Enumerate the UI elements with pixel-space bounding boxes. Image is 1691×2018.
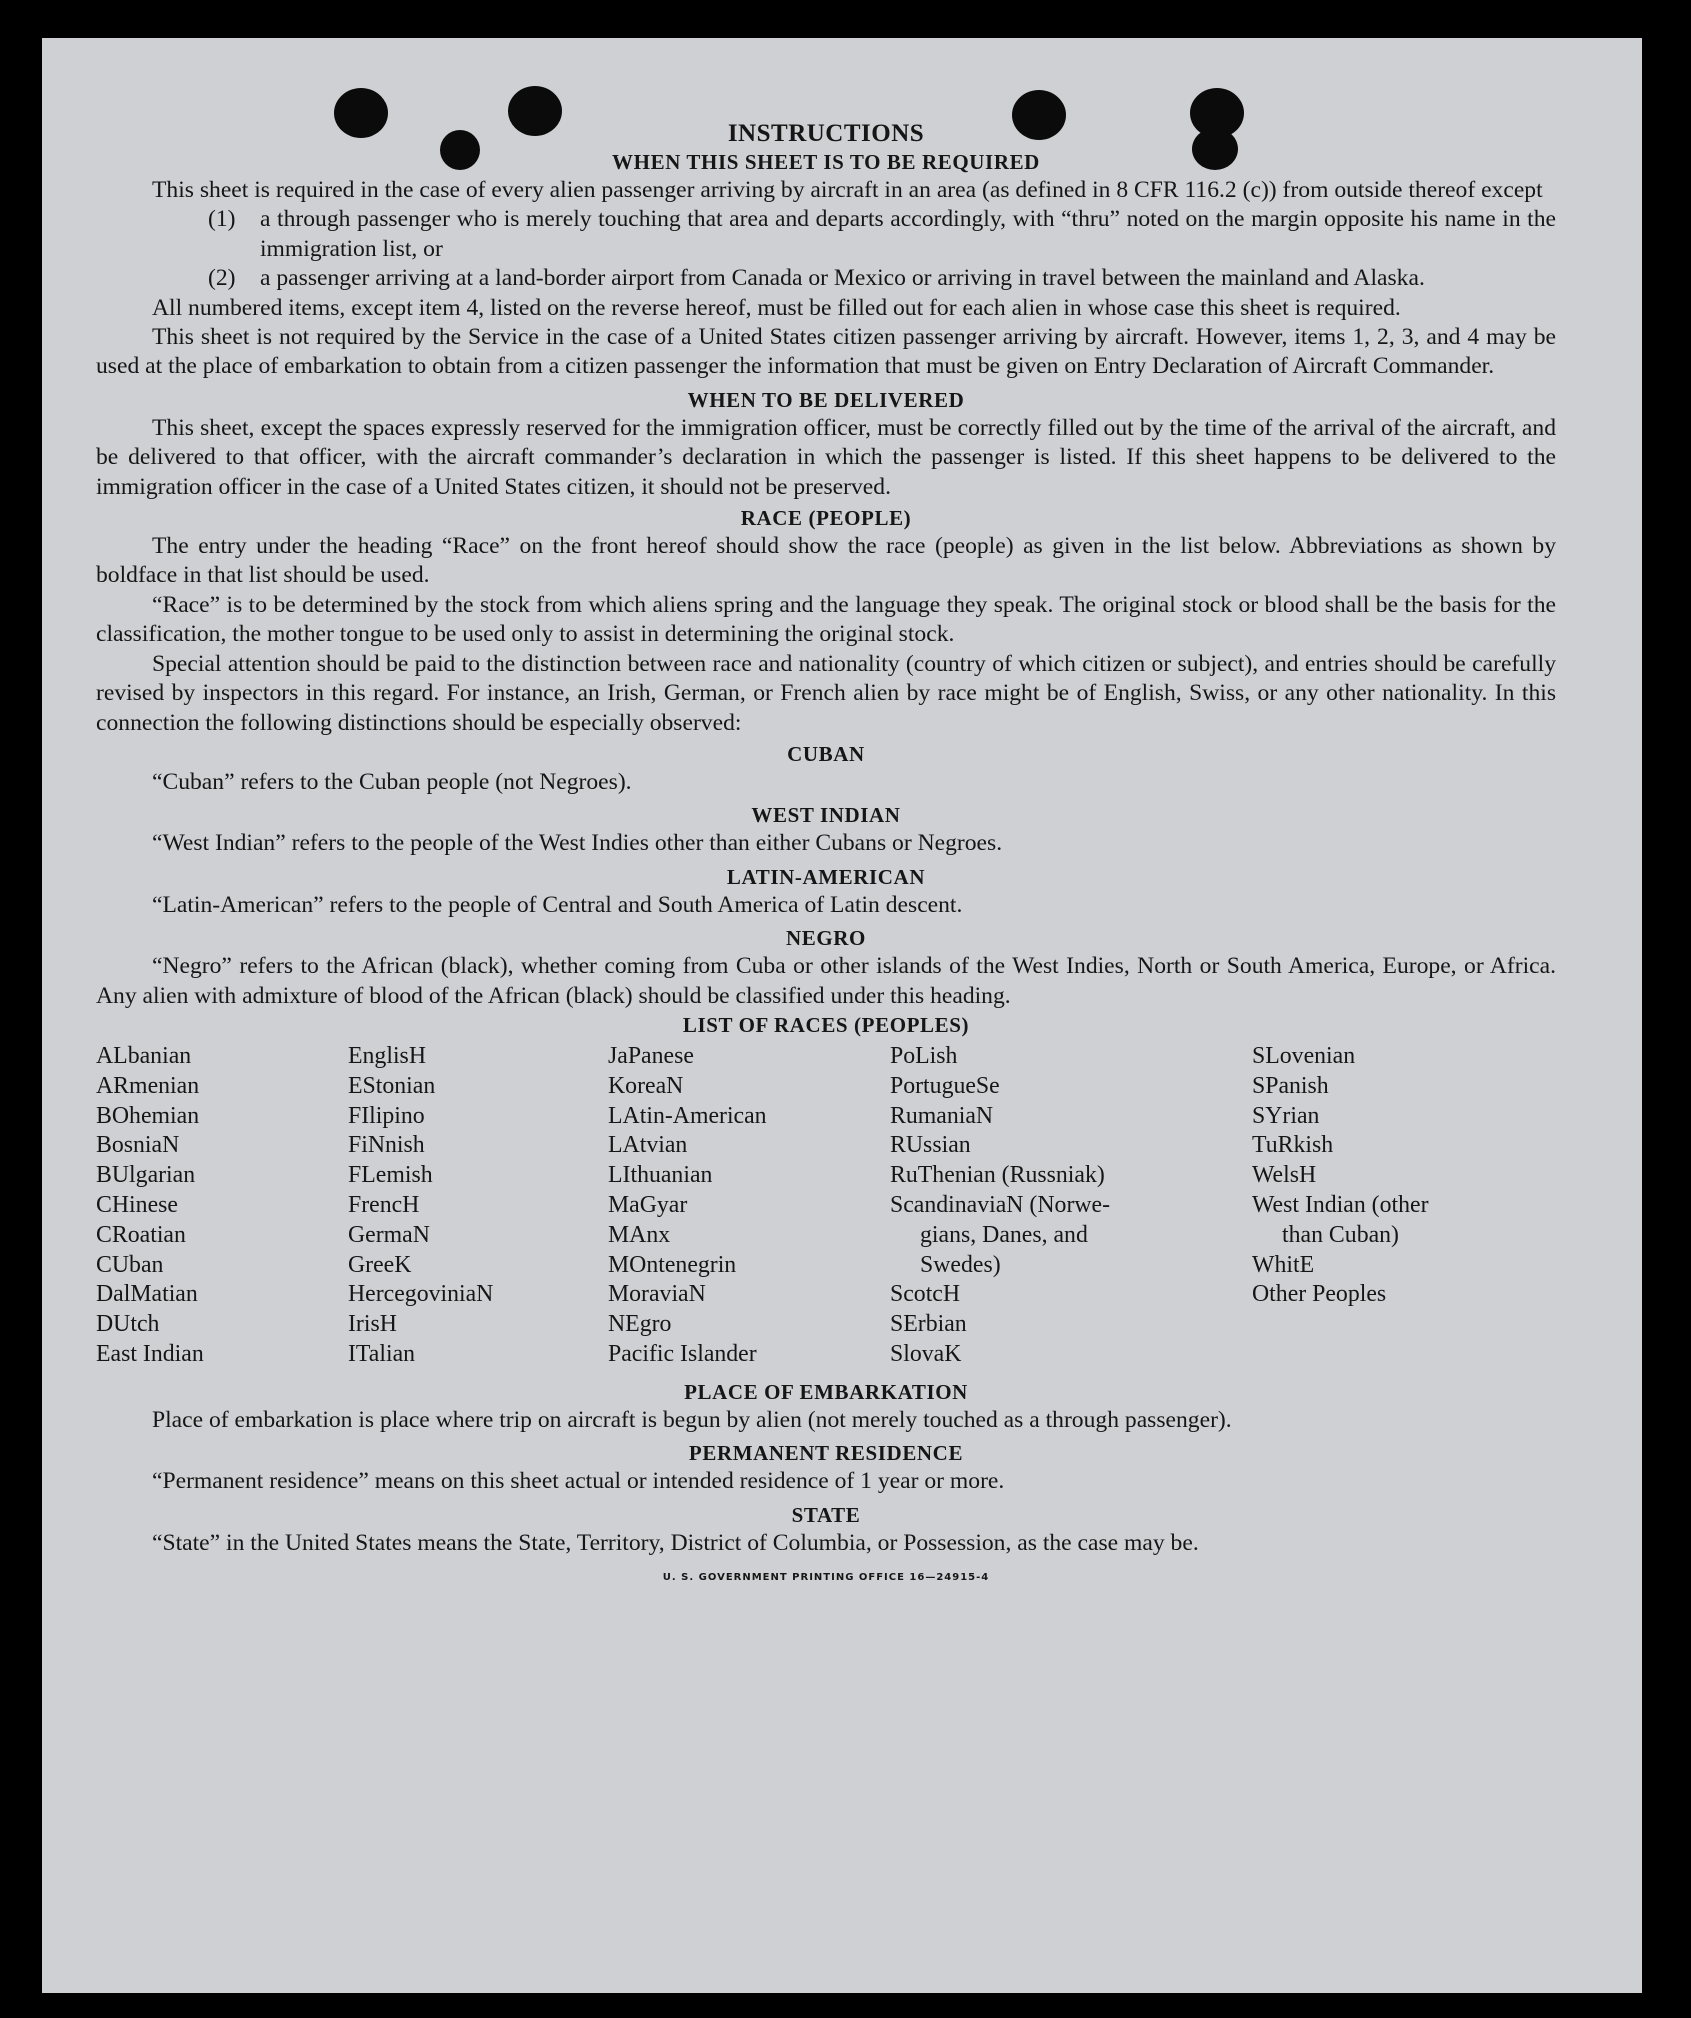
page-title: INSTRUCTIONS (727, 120, 925, 147)
race-item: ScotcH (890, 1281, 961, 1308)
race-item: SYrian (1252, 1102, 1320, 1129)
instructions-page (96, 82, 1556, 1583)
race-item: CRoatian (96, 1221, 186, 1248)
section-heading: WEST INDIAN (751, 803, 901, 828)
paragraph: This sheet is not required by the Service in the case of a United States citizen passenger arriving by aircraft. However, items 1, 2, 3, and 4 may be used at the place of embarkation to obtain from a citizen passenger the information that must be given on Entry Declaration of Aircraft Commander. (96, 324, 1556, 380)
paragraph: This sheet is required in the case of every alien passenger arriving by aircraft in an area (as defined in 8 CFR 116.2 (c)) from outside thereof except (152, 177, 1543, 203)
race-list (96, 1042, 1556, 1370)
race-item: IrisH (348, 1311, 397, 1338)
race-item: SErbian (890, 1311, 967, 1338)
race-item: WhitE (1252, 1251, 1315, 1278)
section-heading: NEGRO (785, 926, 866, 951)
race-item: CUban (96, 1251, 164, 1278)
race-item: EnglisH (348, 1042, 427, 1069)
race-item: MaGyar (608, 1191, 688, 1218)
race-item: ALbanian (96, 1042, 192, 1069)
race-item: MoraviaN (608, 1281, 706, 1308)
section-heading: LATIN-AMERICAN (726, 864, 926, 889)
race-item: GreeK (348, 1251, 412, 1278)
race-item: RUssian (890, 1132, 971, 1159)
section-heading: LIST OF RACES (PEOPLES) (682, 1012, 970, 1037)
race-item: RuThenian (Russniak) (890, 1162, 1105, 1189)
race-item: Swedes) (920, 1251, 1001, 1278)
race-item: SPanish (1252, 1072, 1329, 1099)
race-item: WelsH (1252, 1162, 1317, 1189)
section-heading: CUBAN (787, 741, 865, 766)
race-column (1252, 1042, 1512, 1370)
paragraph: “West Indian” refers to the people of the West Indies other than either Cubans or Negroes. (152, 830, 1003, 857)
race-item: CHinese (96, 1191, 178, 1218)
race-item: MOntenegrin (608, 1251, 737, 1278)
paragraph: “State” in the United States means the State, Territory, District of Columbia, or Possession, as the case may be. (152, 1529, 1199, 1556)
race-item: DalMatian (96, 1281, 198, 1308)
race-item: LAtvian (608, 1132, 688, 1159)
section-heading: RACE (PEOPLE) (740, 506, 912, 531)
race-item: ITalian (348, 1340, 416, 1367)
race-item: East Indian (96, 1340, 204, 1367)
paragraph: This sheet, except the spaces expressly reserved for the immigration officer, must be correctly filled out by the time of the arrival of the aircraft, and be delivered to that officer, with the aircraft commander’s declaration in which the passenger is listed. If this sheet happens to be delivered to the immigration officer in the case of a United States citizen, it should not be preserved. (96, 414, 1556, 500)
paragraph: The entry under the heading “Race” on the front hereof should show the race (people) as given in the list below. Abbreviations as shown by boldface in that list should be used. (96, 533, 1556, 589)
item-number: (2) (208, 265, 236, 292)
race-item: BOhemian (96, 1102, 200, 1129)
race-item: Other Peoples (1252, 1281, 1387, 1308)
race-item: KoreaN (608, 1072, 684, 1099)
paragraph: “Permanent residence” means on this sheet actual or intended residence of 1 year or more. (152, 1468, 1005, 1495)
race-column (96, 1042, 348, 1370)
paragraph: Place of embarkation is place where trip on aircraft is begun by alien (not merely touched as a through passenger). (152, 1406, 1232, 1433)
section-heading: WHEN TO BE DELIVERED (687, 387, 965, 412)
race-item: RumaniaN (890, 1102, 994, 1129)
race-item: LAtin-American (608, 1102, 767, 1129)
race-item: ScandinaviaN (Norwe- (890, 1191, 1111, 1218)
race-item: MAnx (608, 1221, 671, 1248)
paragraph: “Latin-American” refers to the people of Central and South America of Latin descent. (152, 891, 963, 918)
race-item: Pacific Islander (608, 1340, 757, 1367)
race-item: PoLish (890, 1042, 958, 1069)
race-column (348, 1042, 608, 1370)
race-column (890, 1042, 1252, 1370)
race-item: GermaN (348, 1221, 430, 1248)
race-item: EStonian (348, 1072, 436, 1099)
item-text: a passenger arriving at a land-border airport from Canada or Mexico or arriving in travel between the mainland and Alaska. (260, 265, 1425, 292)
race-item: FLemish (348, 1162, 433, 1189)
race-item: than Cuban) (1282, 1221, 1399, 1248)
paragraph: All numbered items, except item 4, listed on the reverse hereof, must be filled out for each alien in whose case this sheet is required. (152, 294, 1401, 321)
race-item: ARmenian (96, 1072, 200, 1099)
list-item (208, 205, 1556, 264)
section-heading: STATE (791, 1502, 861, 1527)
printer-imprint: U. S. GOVERNMENT PRINTING OFFICE 16—24915-4 (662, 1571, 990, 1583)
race-item: HercegoviniaN (348, 1281, 494, 1308)
race-item: FrencH (348, 1191, 420, 1218)
paragraph: “Cuban” refers to the Cuban people (not Negroes). (152, 768, 632, 795)
race-item: FIlipino (348, 1102, 425, 1129)
race-item: LIthuanian (608, 1162, 713, 1189)
race-item: NEgro (608, 1311, 672, 1338)
race-item: BosniaN (96, 1132, 180, 1159)
item-number: (1) (208, 206, 236, 233)
paragraph: Special attention should be paid to the distinction between race and nationality (country of which citizen or subject), and entries should be carefully revised by inspectors in this regard. For instance, an Irish, German, or French alien by race might be of English, Swiss, or any other nationality. In this connection the following distinctions should be especially observed: (96, 650, 1556, 736)
paragraph: “Negro” refers to the African (black), whether coming from Cuba or other islands of the West Indies, North or South America, Europe, or Africa. Any alien with admixture of blood of the African (black) should be classified under this heading. (96, 953, 1556, 1009)
item-text: a through passenger who is merely touching that area and departs accordingly, with “thru” noted on the margin opposite his name in the immigration list, or (260, 206, 1556, 262)
race-item: DUtch (96, 1311, 160, 1338)
section-heading: WHEN THIS SHEET IS TO BE REQUIRED (612, 150, 1040, 174)
section-heading: PERMANENT RESIDENCE (688, 1441, 964, 1466)
section-heading: PLACE OF EMBARKATION (684, 1379, 968, 1404)
race-item: SLovenian (1252, 1042, 1356, 1069)
race-item: BUlgarian (96, 1162, 196, 1189)
paragraph: “Race” is to be determined by the stock from which aliens spring and the language they speak. The original stock or blood shall be the basis for the classification, the mother tongue to be used only to assist in determining the original stock. (96, 591, 1556, 648)
race-item: SlovaK (890, 1340, 962, 1367)
race-item: JaPanese (608, 1042, 694, 1069)
race-item: TuRkish (1252, 1132, 1334, 1159)
race-item: PortugueSe (890, 1072, 1000, 1099)
race-item: West Indian (other (1252, 1191, 1429, 1218)
race-column (608, 1042, 890, 1370)
race-item: FiNnish (348, 1132, 425, 1159)
list-item (208, 264, 1556, 293)
race-item: gians, Danes, and (920, 1221, 1088, 1248)
